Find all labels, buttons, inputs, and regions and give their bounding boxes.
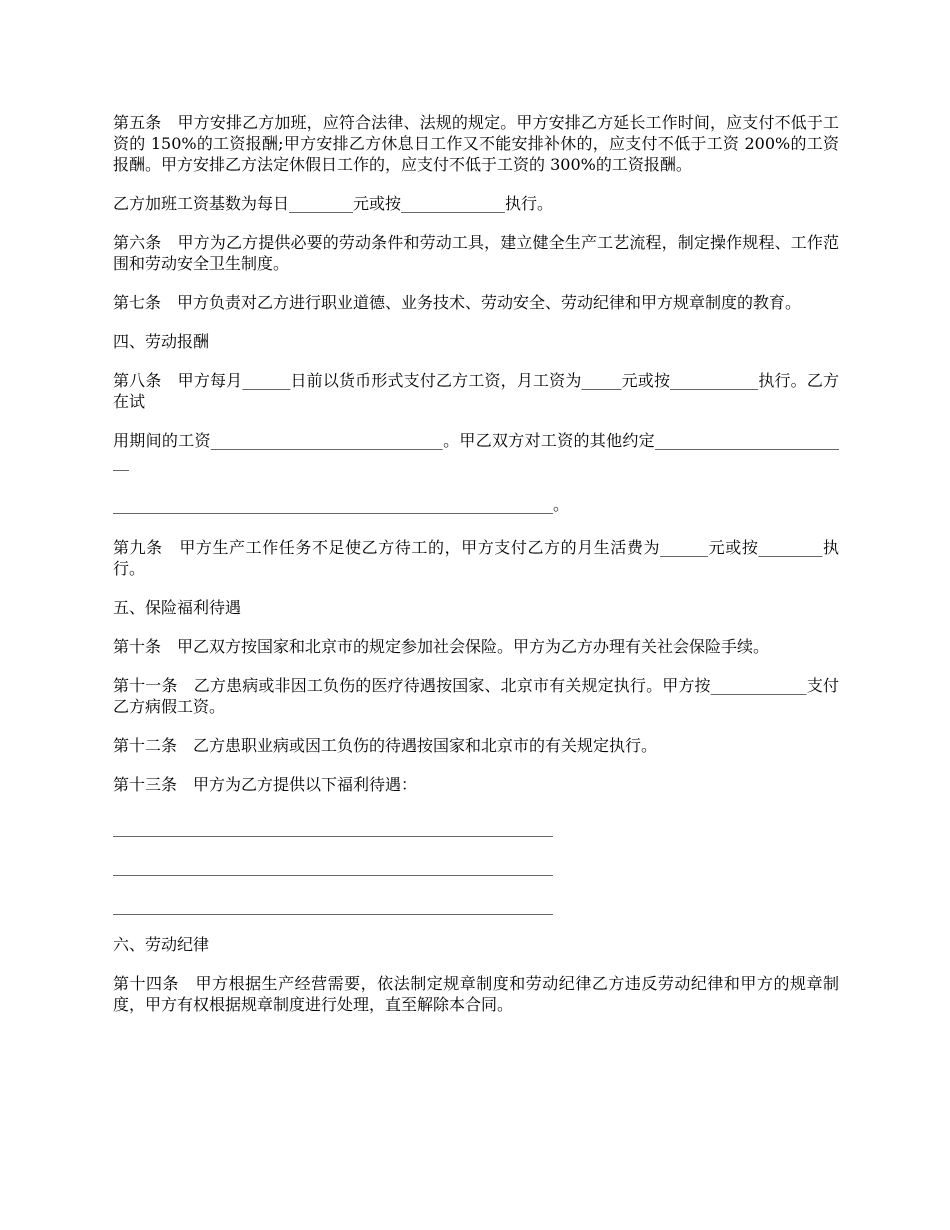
benefit-blank-line-2: _______________________________________________________ [113,857,553,876]
wage-blank-line: _______________________________________________________。 [113,495,570,514]
overtime-base-clause: 乙方加班工资基数为每日________元或按_____________执行。 [113,194,554,213]
contract-page [113,112,839,1033]
article-8-wages: 第八条 甲方每月______日前以货币形式支付乙方工资，月工资为_____元或按___________执行。乙方在试 [113,371,839,411]
article-11-sick-leave: 第十一条 乙方患病或非因工负伤的医疗待遇按国家、北京市有关规定执行。甲方按____________支付乙方病假工资。 [113,676,839,716]
article-9-idle-allowance: 第九条 甲方生产工作任务不足使乙方待工的，甲方支付乙方的月生活费为______元或按________执行。 [113,538,839,578]
section-6-heading: 六、劳动纪律 [113,935,210,954]
article-12-occupational-injury: 第十二条 乙方患职业病或因工负伤的待遇按国家和北京市的有关规定执行。 [113,736,658,755]
article-10-social-insurance: 第十条 甲乙双方按国家和北京市的规定参加社会保险。甲方为乙方办理有关社会保险手续。 [113,637,770,656]
article-13-benefits: 第十三条 甲方为乙方提供以下福利待遇： [113,775,418,794]
article-14-discipline: 第十四条 甲方根据生产经营需要，依法制定规章制度和劳动纪律乙方违反劳动纪律和甲方的规章制度，甲方有权根据规章制度进行处理，直至解除本合同。 [113,974,839,1014]
probation-wage-clause: 用期间的工资_____________________________。甲乙双方对工资的其他约定_________________________ [113,431,839,471]
article-6-working-conditions: 第六条 甲方为乙方提供必要的劳动条件和劳动工具，建立健全生产工艺流程，制定操作规程、工作范围和劳动安全卫生制度。 [113,233,839,273]
benefit-blank-line-1: _______________________________________________________ [113,818,553,837]
section-4-heading: 四、劳动报酬 [113,332,210,351]
article-7-education: 第七条 甲方负责对乙方进行职业道德、业务技术、劳动安全、劳动纪律和甲方规章制度的教育。 [113,293,802,312]
section-5-heading: 五、保险福利待遇 [113,598,242,617]
article-5-overtime: 第五条 甲方安排乙方加班，应符合法律、法规的规定。甲方安排乙方延长工作时间，应支付不低于工资的 150%的工资报酬;甲方安排乙方休息日工作又不能安排补休的，应支付不低于工资 200%的工资报酬。甲方安排乙方法定休假日工作的，应支付不低于工资的 300%的工资报酬。 [113,113,839,174]
benefit-blank-line-3: _______________________________________________________ [113,896,553,915]
